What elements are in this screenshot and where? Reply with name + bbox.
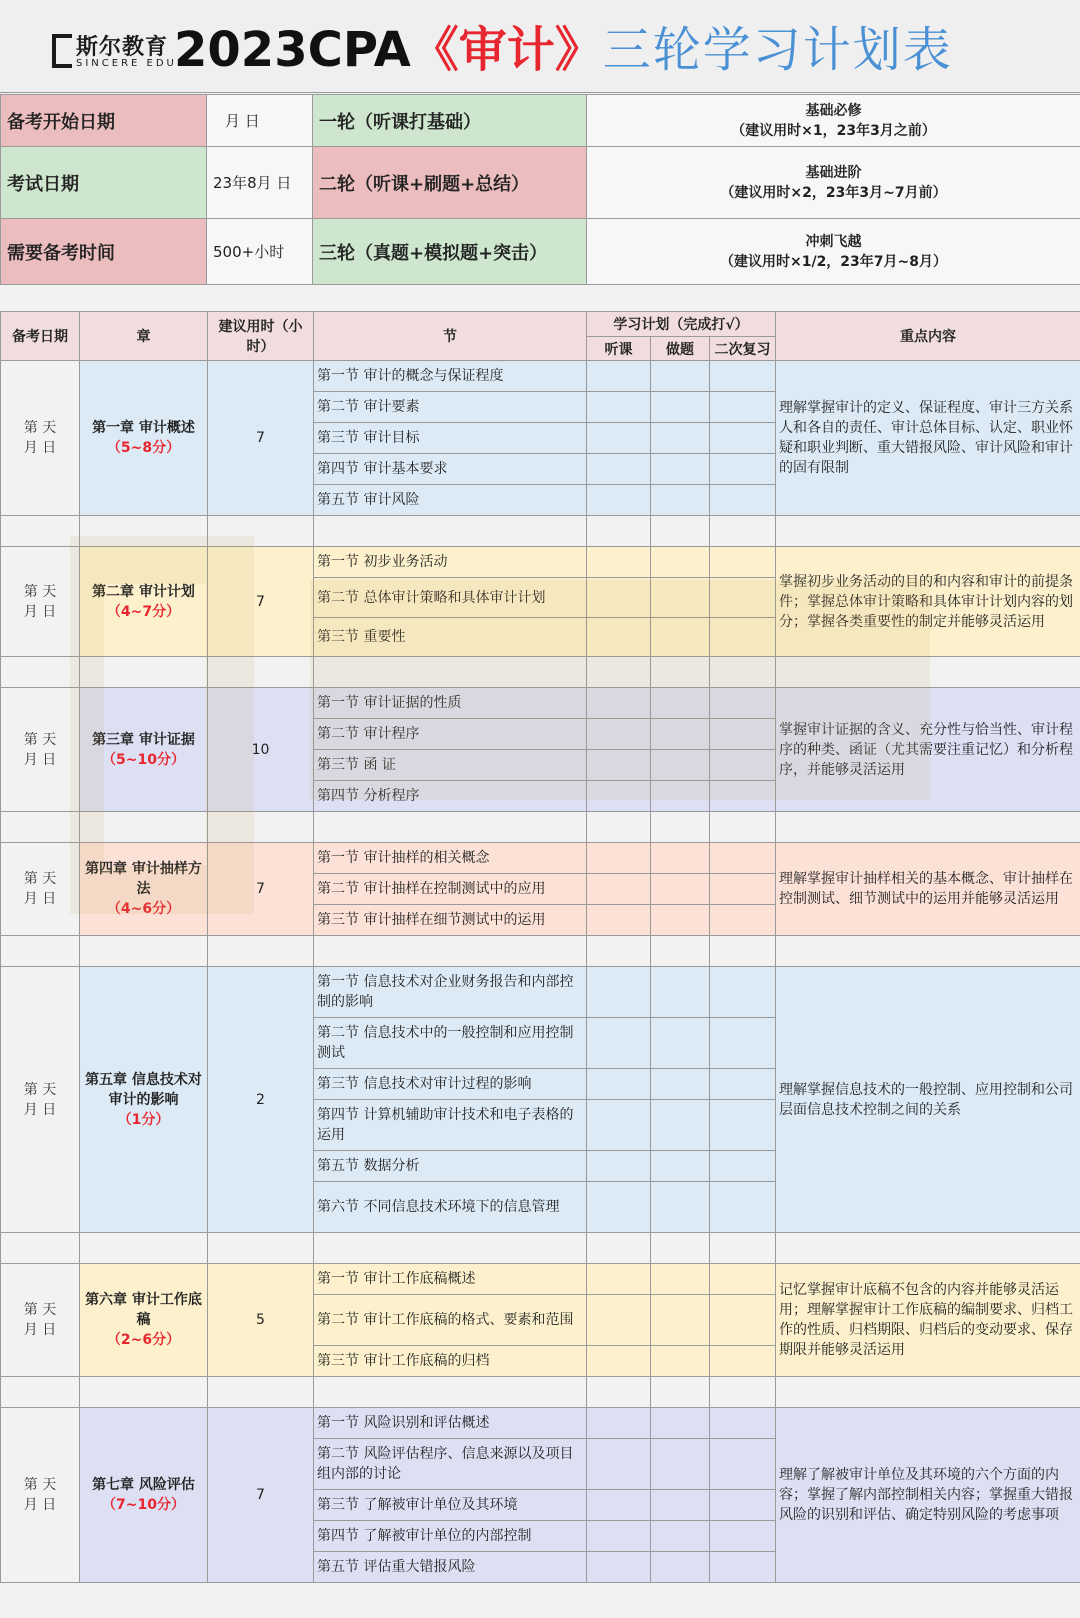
practice-check-cell[interactable] bbox=[651, 485, 710, 516]
review-check-cell[interactable] bbox=[710, 392, 776, 423]
practice-check-cell[interactable] bbox=[651, 719, 710, 750]
hours-cell: 7 bbox=[208, 1408, 314, 1583]
listen-check-cell[interactable] bbox=[587, 1439, 651, 1490]
spacer-cell bbox=[651, 936, 710, 967]
listen-check-cell[interactable] bbox=[587, 1151, 651, 1182]
spacer-cell bbox=[776, 936, 1080, 967]
col-header-listen: 听课 bbox=[587, 337, 651, 361]
section-name: 第三节 重要性 bbox=[314, 618, 587, 657]
key-content-cell: 理解了解被审计单位及其环境的六个方面的内容；掌握了解内部控制相关内容；掌握重大错报风险的识别和评估、确定特别风险的考虑事项 bbox=[776, 1408, 1080, 1583]
section-row bbox=[1, 1264, 1080, 1295]
review-check-cell[interactable] bbox=[710, 1521, 776, 1552]
review-check-cell[interactable] bbox=[710, 781, 776, 812]
spacer-cell bbox=[1, 1233, 80, 1264]
date-month: 月 日 bbox=[23, 1101, 57, 1118]
listen-check-cell[interactable] bbox=[587, 1182, 651, 1233]
practice-check-cell[interactable] bbox=[651, 1295, 710, 1346]
review-check-cell[interactable] bbox=[710, 719, 776, 750]
review-check-cell[interactable] bbox=[710, 1069, 776, 1100]
logo-subtitle: SINCERE EDU bbox=[76, 58, 177, 69]
review-check-cell[interactable] bbox=[710, 1264, 776, 1295]
listen-check-cell[interactable] bbox=[587, 454, 651, 485]
spacer-cell bbox=[587, 1233, 651, 1264]
review-check-cell[interactable] bbox=[710, 361, 776, 392]
listen-check-cell[interactable] bbox=[587, 618, 651, 657]
date-cell[interactable] bbox=[1, 1264, 80, 1377]
section-name: 第六节 不同信息技术环境下的信息管理 bbox=[314, 1182, 587, 1233]
spacer-cell bbox=[80, 1233, 208, 1264]
section-name: 第一节 审计证据的性质 bbox=[314, 688, 587, 719]
study-plan-table bbox=[0, 311, 1080, 1583]
practice-check-cell[interactable] bbox=[651, 618, 710, 657]
listen-check-cell[interactable] bbox=[587, 1264, 651, 1295]
listen-check-cell[interactable] bbox=[587, 1346, 651, 1377]
practice-check-cell[interactable] bbox=[651, 547, 710, 578]
spacer-cell bbox=[80, 936, 208, 967]
hours-cell: 7 bbox=[208, 843, 314, 936]
col-header-section: 节 bbox=[314, 312, 587, 361]
start-date-value[interactable]: 月 日 bbox=[207, 95, 313, 147]
spacer-cell bbox=[710, 1233, 776, 1264]
key-content-cell: 掌握审计证据的含义、充分性与恰当性、审计程序的种类、函证（尤其需要注重记忆）和分析程序，并能够灵活运用 bbox=[776, 688, 1080, 812]
section-name: 第一节 风险识别和评估概述 bbox=[314, 1408, 587, 1439]
spacer-cell bbox=[80, 1377, 208, 1408]
spacer-cell bbox=[80, 516, 208, 547]
date-month: 月 日 bbox=[23, 603, 57, 620]
round-2-time: （建议用时×2，23年3月~7月前） bbox=[720, 184, 947, 201]
section-name: 第一节 审计的概念与保证程度 bbox=[314, 361, 587, 392]
spacer-cell bbox=[1, 1377, 80, 1408]
spacer-cell bbox=[314, 812, 587, 843]
date-day: 第 天 bbox=[23, 1081, 57, 1098]
practice-check-cell[interactable] bbox=[651, 1264, 710, 1295]
spacer-cell bbox=[776, 516, 1080, 547]
section-name: 第三节 审计目标 bbox=[314, 423, 587, 454]
review-check-cell[interactable] bbox=[710, 485, 776, 516]
round-1-title: 基础必修 bbox=[805, 102, 862, 119]
section-name: 第二节 审计抽样在控制测试中的应用 bbox=[314, 874, 587, 905]
chapter-cell bbox=[80, 843, 208, 936]
spacer-cell bbox=[1, 657, 80, 688]
spacer-cell bbox=[208, 812, 314, 843]
chapter-score: （4~7分） bbox=[106, 603, 181, 620]
key-content-cell: 理解掌握信息技术的一般控制、应用控制和公司层面信息技术控制之间的关系 bbox=[776, 967, 1080, 1233]
review-check-cell[interactable] bbox=[710, 1100, 776, 1151]
spacer-cell bbox=[587, 936, 651, 967]
spacer-cell bbox=[776, 1233, 1080, 1264]
spacer-cell bbox=[710, 657, 776, 688]
practice-check-cell[interactable] bbox=[651, 1490, 710, 1521]
spacer-cell bbox=[587, 516, 651, 547]
listen-check-cell[interactable] bbox=[587, 423, 651, 454]
section-name: 第二节 风险评估程序、信息来源以及项目组内部的讨论 bbox=[314, 1439, 587, 1490]
listen-check-cell[interactable] bbox=[587, 905, 651, 936]
listen-check-cell[interactable] bbox=[587, 688, 651, 719]
section-name: 第二节 审计程序 bbox=[314, 719, 587, 750]
section-name: 第四节 了解被审计单位的内部控制 bbox=[314, 1521, 587, 1552]
review-check-cell[interactable] bbox=[710, 1295, 776, 1346]
chapter-name: 第二章 审计计划 bbox=[92, 583, 195, 600]
spacer-cell bbox=[710, 812, 776, 843]
info-row bbox=[1, 147, 1080, 219]
review-check-cell[interactable] bbox=[710, 618, 776, 657]
section-name: 第四节 审计基本要求 bbox=[314, 454, 587, 485]
section-name: 第三节 审计抽样在细节测试中的运用 bbox=[314, 905, 587, 936]
round-2-label: 二轮（听课+刷题+总结） bbox=[313, 147, 587, 219]
section-name: 第一节 初步业务活动 bbox=[314, 547, 587, 578]
review-check-cell[interactable] bbox=[710, 547, 776, 578]
practice-check-cell[interactable] bbox=[651, 750, 710, 781]
section-name: 第一节 审计工作底稿概述 bbox=[314, 1264, 587, 1295]
round-3-label: 三轮（真题+模拟题+突击） bbox=[313, 219, 587, 285]
date-cell[interactable] bbox=[1, 1408, 80, 1583]
spacer-cell bbox=[651, 657, 710, 688]
spacer-cell bbox=[710, 516, 776, 547]
chapter-cell bbox=[80, 547, 208, 657]
listen-check-cell[interactable] bbox=[587, 578, 651, 618]
prep-time-value[interactable]: 500+小时 bbox=[207, 219, 313, 285]
exam-date-label: 考试日期 bbox=[1, 147, 207, 219]
round-1-time: （建议用时×1，23年3月之前） bbox=[731, 122, 936, 139]
section-row bbox=[1, 688, 1080, 719]
section-name: 第五节 评估重大错报风险 bbox=[314, 1552, 587, 1583]
col-header-review: 二次复习 bbox=[710, 337, 776, 361]
section-row bbox=[1, 967, 1080, 1018]
date-cell[interactable] bbox=[1, 843, 80, 936]
listen-check-cell[interactable] bbox=[587, 392, 651, 423]
review-check-cell[interactable] bbox=[710, 454, 776, 485]
key-content-cell: 理解掌握审计的定义、保证程度、审计三方关系人和各自的责任、审计总体目标、认定、职业怀疑和职业判断、重大错报风险、审计风险和审计的固有限制 bbox=[776, 361, 1080, 516]
practice-check-cell[interactable] bbox=[651, 454, 710, 485]
listen-check-cell[interactable] bbox=[587, 750, 651, 781]
key-content-cell: 理解掌握审计抽样相关的基本概念、审计抽样在控制测试、细节测试中的运用并能够灵活运用 bbox=[776, 843, 1080, 936]
info-row bbox=[1, 219, 1080, 285]
practice-check-cell[interactable] bbox=[651, 843, 710, 874]
chapter-name: 第一章 审计概述 bbox=[92, 420, 195, 436]
spacer-cell bbox=[587, 657, 651, 688]
round-1-label: 一轮（听课打基础） bbox=[313, 95, 587, 147]
review-check-cell[interactable] bbox=[710, 423, 776, 454]
col-header-date: 备考日期 bbox=[1, 312, 80, 361]
spacer-cell bbox=[314, 657, 587, 688]
page-title bbox=[174, 20, 953, 80]
review-check-cell[interactable] bbox=[710, 1182, 776, 1233]
review-check-cell[interactable] bbox=[710, 1439, 776, 1490]
section-name: 第二节 总体审计策略和具体审计计划 bbox=[314, 578, 587, 618]
spacer-cell bbox=[1, 812, 80, 843]
listen-check-cell[interactable] bbox=[587, 719, 651, 750]
section-name: 第五节 审计风险 bbox=[314, 485, 587, 516]
review-check-cell[interactable] bbox=[710, 1346, 776, 1377]
key-content-cell: 记忆掌握审计底稿不包含的内容并能够灵活运用；理解掌握审计工作底稿的编制要求、归档工作的性质、归档期限、归档后的变动要求、保存期限并能够灵活运用 bbox=[776, 1264, 1080, 1377]
logo-mark-icon bbox=[52, 34, 72, 68]
spacer-cell bbox=[651, 516, 710, 547]
spacer-row bbox=[1, 516, 1080, 547]
review-check-cell[interactable] bbox=[710, 578, 776, 618]
listen-check-cell[interactable] bbox=[587, 1408, 651, 1439]
practice-check-cell[interactable] bbox=[651, 1182, 710, 1233]
chapter-cell bbox=[80, 967, 208, 1233]
section-row bbox=[1, 547, 1080, 578]
practice-check-cell[interactable] bbox=[651, 967, 710, 1018]
col-header-practice: 做题 bbox=[651, 337, 710, 361]
round-2-desc bbox=[587, 147, 1080, 219]
practice-check-cell[interactable] bbox=[651, 392, 710, 423]
prep-time-label: 需要备考时间 bbox=[1, 219, 207, 285]
hours-cell: 7 bbox=[208, 361, 314, 516]
review-check-cell[interactable] bbox=[710, 1552, 776, 1583]
spacer-cell bbox=[776, 657, 1080, 688]
review-check-cell[interactable] bbox=[710, 967, 776, 1018]
listen-check-cell[interactable] bbox=[587, 1521, 651, 1552]
section-row bbox=[1, 843, 1080, 874]
spacer-cell bbox=[776, 1377, 1080, 1408]
review-check-cell[interactable] bbox=[710, 688, 776, 719]
chapter-score: （7~10分） bbox=[102, 1497, 185, 1513]
spacer-row bbox=[1, 657, 1080, 688]
review-check-cell[interactable] bbox=[710, 1490, 776, 1521]
listen-check-cell[interactable] bbox=[587, 361, 651, 392]
title-year: 2023CPA bbox=[174, 22, 411, 78]
chapter-name: 第三章 审计证据 bbox=[92, 731, 195, 748]
col-header-plan: 学习计划（完成打√） bbox=[587, 312, 776, 337]
listen-check-cell[interactable] bbox=[587, 1018, 651, 1069]
listen-check-cell[interactable] bbox=[587, 1552, 651, 1583]
header-row bbox=[1, 312, 1080, 337]
spacer-cell bbox=[651, 1233, 710, 1264]
date-day: 第 天 bbox=[23, 1477, 57, 1493]
practice-check-cell[interactable] bbox=[651, 1018, 710, 1069]
chapter-score: （5~8分） bbox=[106, 440, 181, 456]
chapter-cell bbox=[80, 688, 208, 812]
listen-check-cell[interactable] bbox=[587, 1490, 651, 1521]
chapter-cell bbox=[80, 1408, 208, 1583]
section-name: 第三节 审计工作底稿的归档 bbox=[314, 1346, 587, 1377]
round-3-desc bbox=[587, 219, 1080, 285]
chapter-cell bbox=[80, 1264, 208, 1377]
practice-check-cell[interactable] bbox=[651, 781, 710, 812]
practice-check-cell[interactable] bbox=[651, 578, 710, 618]
review-check-cell[interactable] bbox=[710, 843, 776, 874]
section-name: 第三节 信息技术对审计过程的影响 bbox=[314, 1069, 587, 1100]
listen-check-cell[interactable] bbox=[587, 1295, 651, 1346]
section-name: 第一节 信息技术对企业财务报告和内部控制的影响 bbox=[314, 967, 587, 1018]
section-row bbox=[1, 1408, 1080, 1439]
spacer-cell bbox=[651, 812, 710, 843]
date-day: 第 天 bbox=[23, 871, 57, 887]
spacer-cell bbox=[208, 1377, 314, 1408]
spacer-cell bbox=[587, 1377, 651, 1408]
date-cell[interactable] bbox=[1, 688, 80, 812]
chapter-name: 第四章 审计抽样方法 bbox=[85, 861, 202, 897]
spacer-cell bbox=[314, 1377, 587, 1408]
spacer-cell bbox=[80, 657, 208, 688]
practice-check-cell[interactable] bbox=[651, 423, 710, 454]
review-check-cell[interactable] bbox=[710, 1408, 776, 1439]
spacer-cell bbox=[710, 1377, 776, 1408]
review-check-cell[interactable] bbox=[710, 874, 776, 905]
start-date-label: 备考开始日期 bbox=[1, 95, 207, 147]
chapter-score: （4~6分） bbox=[106, 901, 181, 917]
practice-check-cell[interactable] bbox=[651, 905, 710, 936]
spacer-cell bbox=[208, 936, 314, 967]
spacer-cell bbox=[710, 936, 776, 967]
spacer-cell bbox=[587, 812, 651, 843]
key-content-cell: 掌握初步业务活动的目的和内容和审计的前提条件；掌握总体审计策略和具体审计计划内容的划分；掌握各类重要性的制定并能够灵活运用 bbox=[776, 547, 1080, 657]
date-month: 月 日 bbox=[23, 891, 57, 907]
info-table bbox=[0, 94, 1080, 285]
chapter-name: 第七章 风险评估 bbox=[92, 1477, 195, 1493]
col-header-chapter: 章 bbox=[80, 312, 208, 361]
spacer-cell bbox=[208, 516, 314, 547]
col-header-key: 重点内容 bbox=[776, 312, 1080, 361]
round-2-title: 基础进阶 bbox=[805, 164, 862, 181]
listen-check-cell[interactable] bbox=[587, 781, 651, 812]
section-name: 第四节 计算机辅助审计技术和电子表格的运用 bbox=[314, 1100, 587, 1151]
spacer-cell bbox=[651, 1377, 710, 1408]
spacer-row bbox=[1, 936, 1080, 967]
review-check-cell[interactable] bbox=[710, 750, 776, 781]
hours-cell: 5 bbox=[208, 1264, 314, 1377]
page-header bbox=[0, 0, 1080, 93]
review-check-cell[interactable] bbox=[710, 1018, 776, 1069]
date-day: 第 天 bbox=[23, 1302, 57, 1318]
col-header-hours: 建议用时（小时） bbox=[208, 312, 314, 361]
spacer-cell bbox=[314, 516, 587, 547]
info-row bbox=[1, 95, 1080, 147]
chapter-cell bbox=[80, 361, 208, 516]
practice-check-cell[interactable] bbox=[651, 688, 710, 719]
date-day: 第 天 bbox=[23, 420, 57, 436]
listen-check-cell[interactable] bbox=[587, 967, 651, 1018]
date-day: 第 天 bbox=[23, 731, 57, 748]
date-day: 第 天 bbox=[23, 583, 57, 600]
chapter-name: 第五章 信息技术对审计的影响 bbox=[85, 1071, 202, 1108]
review-check-cell[interactable] bbox=[710, 1151, 776, 1182]
round-1-desc bbox=[587, 95, 1080, 147]
practice-check-cell[interactable] bbox=[651, 1521, 710, 1552]
date-month: 月 日 bbox=[23, 751, 57, 768]
listen-check-cell[interactable] bbox=[587, 874, 651, 905]
listen-check-cell[interactable] bbox=[587, 843, 651, 874]
section-name: 第四节 分析程序 bbox=[314, 781, 587, 812]
listen-check-cell[interactable] bbox=[587, 1100, 651, 1151]
chapter-score: （2~6分） bbox=[106, 1332, 181, 1348]
spacer-cell bbox=[314, 1233, 587, 1264]
practice-check-cell[interactable] bbox=[651, 1069, 710, 1100]
date-month: 月 日 bbox=[23, 440, 57, 456]
date-cell[interactable] bbox=[1, 547, 80, 657]
listen-check-cell[interactable] bbox=[587, 547, 651, 578]
section-row bbox=[1, 361, 1080, 392]
review-check-cell[interactable] bbox=[710, 905, 776, 936]
practice-check-cell[interactable] bbox=[651, 1346, 710, 1377]
section-name: 第三节 了解被审计单位及其环境 bbox=[314, 1490, 587, 1521]
spacer-cell bbox=[1, 516, 80, 547]
spacer-cell bbox=[208, 1233, 314, 1264]
brand-logo bbox=[52, 30, 177, 74]
spacer-row bbox=[1, 1233, 1080, 1264]
spacer-row bbox=[1, 812, 1080, 843]
practice-check-cell[interactable] bbox=[651, 361, 710, 392]
section-name: 第一节 审计抽样的相关概念 bbox=[314, 843, 587, 874]
spacer-cell bbox=[776, 812, 1080, 843]
spacer-cell bbox=[208, 657, 314, 688]
practice-check-cell[interactable] bbox=[651, 1100, 710, 1151]
exam-date-value[interactable]: 23年8月 日 bbox=[207, 147, 313, 219]
practice-check-cell[interactable] bbox=[651, 1439, 710, 1490]
date-cell[interactable] bbox=[1, 361, 80, 516]
round-3-time: （建议用时×1/2，23年7月~8月） bbox=[719, 253, 948, 270]
spacer-cell bbox=[80, 812, 208, 843]
chapter-name: 第六章 审计工作底稿 bbox=[85, 1292, 202, 1328]
practice-check-cell[interactable] bbox=[651, 1408, 710, 1439]
spacer-cell bbox=[314, 936, 587, 967]
listen-check-cell[interactable] bbox=[587, 1069, 651, 1100]
chapter-score: （5~10分） bbox=[102, 751, 185, 768]
section-name: 第三节 函 证 bbox=[314, 750, 587, 781]
section-name: 第二节 信息技术中的一般控制和应用控制测试 bbox=[314, 1018, 587, 1069]
practice-check-cell[interactable] bbox=[651, 1552, 710, 1583]
spacer-row bbox=[1, 1377, 1080, 1408]
hours-cell: 10 bbox=[208, 688, 314, 812]
chapter-score: （1分） bbox=[117, 1111, 170, 1128]
listen-check-cell[interactable] bbox=[587, 485, 651, 516]
practice-check-cell[interactable] bbox=[651, 1151, 710, 1182]
hours-cell: 7 bbox=[208, 547, 314, 657]
date-month: 月 日 bbox=[23, 1497, 57, 1513]
round-3-title: 冲刺飞越 bbox=[805, 233, 862, 250]
section-name: 第五节 数据分析 bbox=[314, 1151, 587, 1182]
date-cell[interactable] bbox=[1, 967, 80, 1233]
title-subject: 《审计》 bbox=[410, 22, 603, 78]
section-name: 第二节 审计工作底稿的格式、要素和范围 bbox=[314, 1295, 587, 1346]
spacer-cell bbox=[1, 936, 80, 967]
date-month: 月 日 bbox=[23, 1322, 57, 1338]
title-plan: 三轮学习计划表 bbox=[602, 22, 953, 78]
logo-name: 斯尔教育 bbox=[76, 35, 169, 60]
hours-cell: 2 bbox=[208, 967, 314, 1233]
section-name: 第二节 审计要素 bbox=[314, 392, 587, 423]
practice-check-cell[interactable] bbox=[651, 874, 710, 905]
